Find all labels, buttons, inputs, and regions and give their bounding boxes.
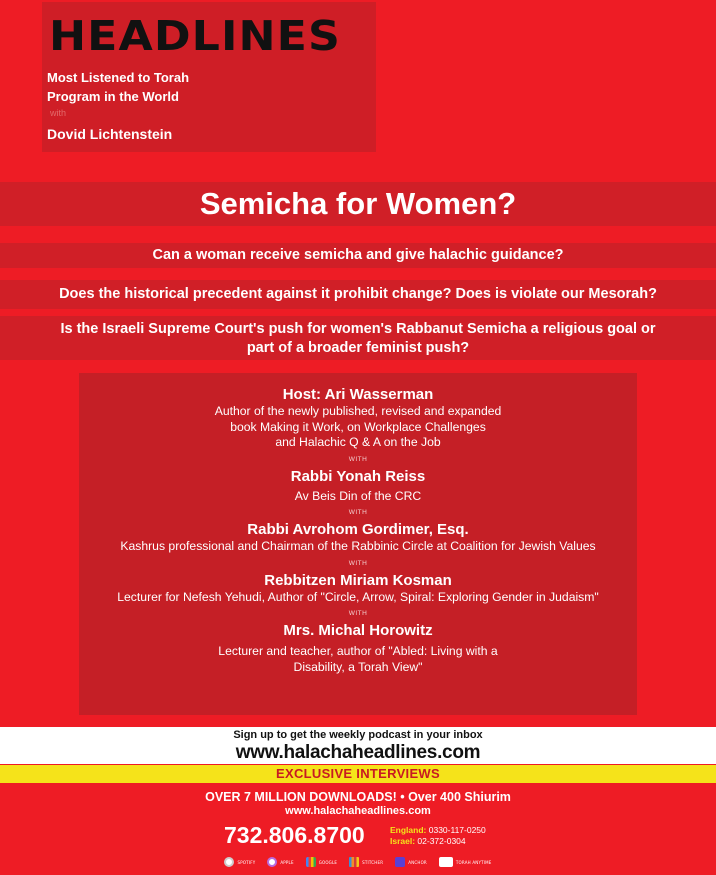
question-1: Can a woman receive semicha and give halachic guidance? — [0, 243, 716, 268]
subtitle-line-1: Most Listened to Torah — [47, 70, 190, 85]
footer-url-link[interactable]: www.halachaheadlines.com — [285, 805, 431, 817]
downloads-text: OVER 7 MILLION DOWNLOADS! • Over 400 Shiurim — [205, 790, 511, 804]
guest-desc-4-line-2: Disability, a Torah View" — [293, 659, 423, 674]
platform-label: SPOTIFY — [237, 859, 256, 865]
guest-name-2: Rabbi Avrohom Gordimer, Esq. — [247, 521, 469, 538]
question-2: Does the historical precedent against it prohibit change? Does is violate our Mesorah? — [0, 280, 716, 309]
header-with: with — [50, 108, 67, 118]
platform-label: TORAH ANYTIME — [455, 859, 492, 865]
with-label: WITH — [348, 610, 368, 617]
host-desc-line-2: book Making it Work, on Workplace Challenges — [230, 419, 486, 434]
guest-desc-1: Av Beis Din of the CRC — [294, 488, 422, 503]
host-desc-line-1: Author of the newly published, revised and expanded — [214, 404, 502, 418]
footer — [0, 787, 716, 818]
with-label: WITH — [348, 509, 368, 516]
israel-phone[interactable]: 02-372-0304 — [417, 836, 466, 846]
subtitle-line-2: Program in the World — [47, 89, 179, 104]
platform-apple[interactable] — [267, 857, 293, 867]
torah-anytime-icon — [439, 857, 453, 867]
question-3-line-2: part of a broader feminist push? — [246, 340, 470, 356]
with-label: WITH — [348, 559, 368, 567]
phone-number[interactable]: 732.806.8700 — [224, 822, 365, 848]
stitcher-icon — [349, 857, 359, 867]
guest-name-3: Rebbitzen Miriam Kosman — [264, 571, 452, 589]
header-host-name: Dovid Lichtenstein — [47, 126, 173, 142]
guest-name-1: Rabbi Yonah Reiss — [290, 467, 426, 485]
apple-podcasts-icon — [267, 857, 277, 867]
platform-spotify[interactable] — [224, 857, 255, 867]
spotify-icon — [224, 857, 234, 867]
headlines-logo: HEADLINES — [49, 12, 341, 60]
guest-desc-3: Lecturer for Nefesh Yehudi, Author of "Circle, Arrow, Spiral: Exploring Gender in Judaism" — [117, 589, 599, 604]
main-title: Semicha for Women? — [0, 182, 716, 226]
platform-google[interactable] — [306, 857, 337, 867]
platform-stitcher[interactable] — [349, 857, 383, 867]
exclusive-interviews-band: EXCLUSIVE INTERVIEWS — [0, 765, 716, 783]
israel-label: Israel: — [390, 836, 416, 846]
guest-desc-4-line-1: Lecturer and teacher, author of "Abled: Living with a — [218, 644, 498, 658]
signup-text: Sign up to get the weekly podcast in your inbox — [233, 729, 483, 741]
platform-row — [0, 856, 716, 868]
question-3-line-1: Is the Israeli Supreme Court's push for women's Rabbanut Semicha a religious goal or — [60, 321, 656, 337]
england-phone[interactable]: 0330-117-0250 — [428, 825, 486, 835]
anchor-icon — [395, 857, 405, 867]
platform-torah-anytime[interactable] — [439, 857, 492, 867]
host-name: Host: Ari Wasserman — [282, 386, 434, 403]
england-label: England: — [390, 825, 427, 835]
platform-label: ANCHOR — [408, 859, 427, 865]
with-label: WITH — [348, 455, 368, 463]
international-phones — [390, 825, 486, 847]
question-3 — [0, 316, 716, 360]
header-subtitle — [47, 68, 247, 106]
speakers-panel — [79, 373, 637, 715]
platform-anchor[interactable] — [395, 857, 427, 867]
platform-label: GOOGLE — [318, 859, 338, 865]
signup-url-link[interactable]: www.halachaheadlines.com — [235, 742, 481, 763]
host-desc-line-3: and Halachic Q & A on the Job — [275, 435, 441, 449]
signup-band — [0, 727, 716, 764]
guest-desc-2: Kashrus professional and Chairman of the Rabbinic Circle at Coalition for Jewish Values — [120, 539, 596, 553]
guest-name-4: Mrs. Michal Horowitz — [283, 622, 433, 639]
header-box — [42, 2, 376, 152]
platform-label: STITCHER — [362, 859, 384, 865]
google-podcasts-icon — [306, 857, 316, 867]
platform-label: APPLE — [280, 859, 294, 865]
